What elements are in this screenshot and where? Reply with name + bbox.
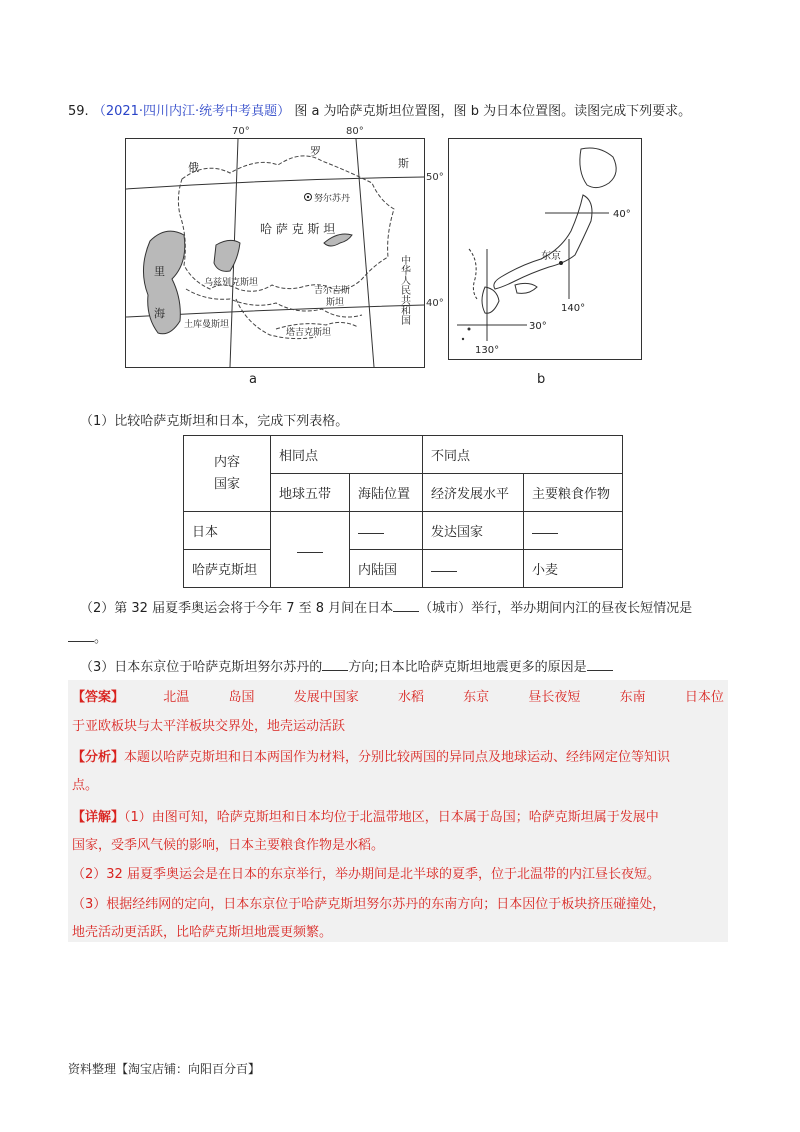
analysis-line-1 — [72, 746, 670, 765]
map-b-caption: b — [537, 372, 546, 387]
answer-item: 昼长夜短 — [528, 690, 581, 705]
answer-item: 东南 — [619, 690, 646, 705]
header-diff: 不同点 — [423, 436, 623, 474]
part2-text-a: （2）第 32 届夏季奥运会将于今年 7 至 8 月间在日本 — [80, 601, 394, 616]
label-tajikistan: 塔吉克斯坦 — [286, 328, 332, 338]
kazakhstan-map-graphic — [126, 139, 424, 367]
question-stem — [68, 100, 691, 119]
blank-climate-zone — [271, 512, 350, 588]
map-b-lat-30: 30° — [529, 321, 547, 332]
footer-text: 资料整理【淘宝店铺：向阳百分百】 — [68, 1062, 261, 1076]
part3-text-b: 方向;日本比哈萨克斯坦地震更多的原因是 — [348, 660, 587, 675]
blank-japan-sea-land — [350, 512, 423, 550]
detail-line-3: （2）32 届夏季奥运会是在日本的东京举行，举办期间是北半球的夏季，位于北温带的内江昼长夜短。 — [72, 867, 660, 882]
cell-kazakhstan-sea-land: 内陆国 — [350, 550, 423, 588]
label-kyrgyzstan-1: 吉尔吉斯 — [314, 286, 351, 296]
table-corner-cell — [184, 436, 271, 512]
part2-text-c: 。 — [94, 631, 108, 646]
answer-item: 水稻 — [397, 690, 424, 705]
label-kyrgyzstan-2: 斯坦 — [326, 298, 345, 308]
answer-continuation: 于亚欧板块与太平洋板块交界处，地壳运动活跃 — [72, 719, 346, 734]
map-a-lat-50: 50° — [426, 172, 444, 183]
map-b-lon-140: 140° — [561, 303, 586, 314]
column-header: 经济发展水平 — [423, 474, 524, 512]
blank-direction — [322, 670, 348, 671]
part3-text-a: （3）日本东京位于哈萨克斯坦努尔苏丹的 — [80, 660, 323, 675]
question-number: 59. — [68, 104, 89, 119]
detail-line-5: 地壳活动更活跃，比哈萨克斯坦地震更频繁。 — [72, 925, 333, 940]
question-source: （2021·四川内江·统考中考真题） — [92, 104, 291, 119]
detail-line-1 — [72, 806, 659, 825]
detail-line-4: （3）根据经纬网的定向，日本东京位于哈萨克斯坦努尔苏丹的东南方向；日本因位于板块挤压碰撞处， — [72, 897, 666, 912]
label-caspian-1: 里 — [154, 265, 165, 278]
label-caspian-2: 海 — [154, 307, 165, 320]
label-turkmenistan: 土库曼斯坦 — [184, 320, 230, 330]
answer-item: 东京 — [463, 690, 490, 705]
answer-label: 【答案】 — [72, 690, 125, 705]
part2-line-2 — [68, 627, 107, 646]
column-header: 海陆位置 — [350, 474, 423, 512]
part2-text-b: （城市）举行，举办期间内江的昼夜长短情况是 — [419, 601, 693, 616]
label-astana: 努尔苏丹 — [314, 194, 351, 204]
row-country-japan: 日本 — [184, 512, 271, 550]
analysis-line-2: 点。 — [72, 778, 99, 793]
label-tokyo: 东京 — [541, 251, 561, 262]
label-uzbekistan: 乌兹别克斯坦 — [204, 278, 259, 288]
blank-day-length — [68, 641, 94, 642]
question-text: 图 a 为哈萨克斯坦位置图，图 b 为日本位置图。读图完成下列要求。 — [294, 104, 692, 119]
japan-map-graphic — [449, 139, 641, 359]
map-b-lat-40: 40° — [613, 209, 631, 220]
detail-line-2: 国家，受季风气候的影响，日本主要粮食作物是水稻。 — [72, 838, 385, 853]
answer-item: 北温 — [163, 690, 190, 705]
answer-item: 发展中国家 — [293, 690, 359, 705]
japan-map — [448, 138, 642, 360]
label-russia-2: 罗 — [310, 145, 321, 158]
blank-city — [393, 611, 419, 612]
answer-item: 日本位 — [684, 690, 724, 705]
map-a-lon-70: 70° — [232, 126, 250, 137]
blank-japan-crop — [524, 512, 623, 550]
corner-bottom-label: 国家 — [213, 476, 240, 492]
detail-label: 【详解】 — [72, 810, 125, 825]
map-a-lat-40: 40° — [426, 298, 444, 309]
map-a-caption: a — [249, 372, 257, 387]
blank-kazakhstan-economy — [423, 550, 524, 588]
cell-japan-economy: 发达国家 — [423, 512, 524, 550]
cell-kazakhstan-crop: 小麦 — [524, 550, 623, 588]
map-a-lon-80: 80° — [346, 126, 364, 137]
answer-line — [72, 686, 724, 705]
answer-item: 岛国 — [228, 690, 255, 705]
corner-top-label: 内容 — [213, 454, 240, 470]
row-country-kazakhstan: 哈萨克斯坦 — [184, 550, 271, 588]
label-russia-3: 斯 — [398, 157, 409, 170]
analysis-text-1: 本题以哈萨克斯坦和日本两国作为材料，分别比较两国的异同点及地球运动、经纬网定位等知识 — [124, 750, 671, 765]
label-china: 中华人民共和国 — [398, 255, 410, 325]
label-russia-1: 俄 — [188, 161, 199, 174]
part2-line — [80, 597, 692, 616]
part1-prompt: （1）比较哈萨克斯坦和日本，完成下列表格。 — [80, 414, 349, 429]
column-header: 主要粮食作物 — [524, 474, 623, 512]
analysis-label: 【分析】 — [72, 750, 125, 765]
header-same: 相同点 — [271, 436, 423, 474]
detail-text-1: （1）由图可知，哈萨克斯坦和日本均位于北温带地区，日本属于岛国；哈萨克斯坦属于发展中 — [124, 810, 659, 825]
blank-reason — [587, 670, 613, 671]
comparison-table — [183, 435, 623, 588]
column-header: 地球五带 — [271, 474, 350, 512]
part3-line — [80, 656, 613, 675]
map-b-lon-130: 130° — [475, 345, 500, 356]
kazakhstan-map — [125, 138, 425, 368]
label-kazakhstan: 哈 萨 克 斯 坦 — [260, 222, 336, 236]
